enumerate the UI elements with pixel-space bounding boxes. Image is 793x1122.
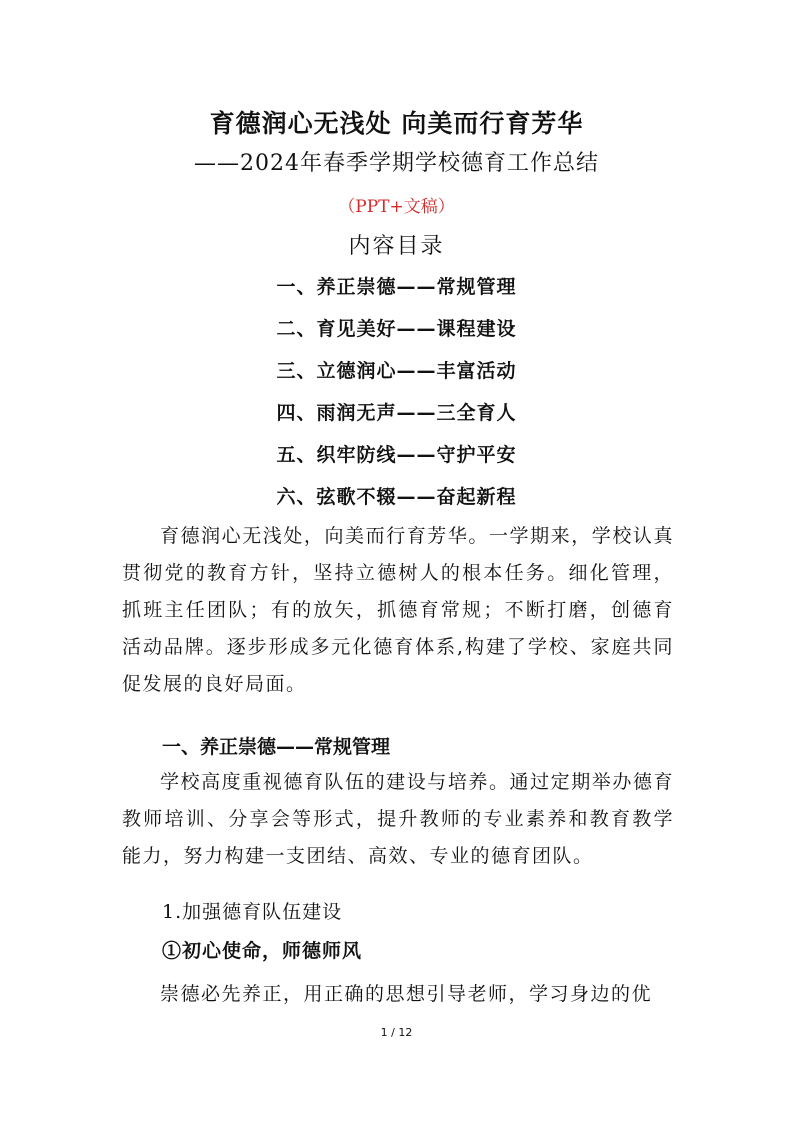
toc-item: 六、弦歌不辍——奋起新程 [276, 486, 517, 508]
page-number: 1 / 12 [380, 1026, 413, 1039]
section-1-heading: 一、养正崇德——常规管理 [162, 736, 391, 758]
toc-item: 一、养正崇德——常规管理 [276, 276, 517, 298]
body-paragraph: 崇德必先养正，用正确的思想引导老师，学习身边的优 [160, 983, 653, 1005]
section-1-paragraph: 学校高度重视德育队伍的建设与培养。通过定期举办德育教师培训、分享会等形式，提升教师的专业素养和教育教学能力，努力构建一支团结、高效、专业的德育团队。 [122, 771, 674, 867]
format-tag: （PPT+文稿） [338, 197, 455, 217]
document-subtitle: ——2024年春季学期学校德育工作总结 [194, 151, 599, 176]
toc-heading: 内容目录 [348, 234, 445, 259]
toc-item: 四、雨润无声——三全育人 [276, 402, 517, 424]
document-title: 育德润心无浅处 向美而行育芳华 [209, 109, 584, 138]
intro-paragraph: 育德润心无浅处，向美而行育芳华。一学期来，学校认真贯彻党的教育方针，坚持立德树人的根本任务。细化管理，抓班主任团队；有的放矢，抓德育常规；不断打磨，创德育活动品牌。逐步形成多元化德育体系,构建了学校、家庭共同促发展的良好局面。 [122, 525, 674, 695]
sub-item-heading: ①初心使命，师德师风 [162, 940, 363, 962]
subsection-heading: 1.加强德育队伍建设 [162, 901, 343, 923]
toc-item: 二、育见美好——课程建设 [276, 318, 517, 340]
toc-item: 三、立德润心——丰富活动 [276, 360, 517, 382]
toc-item: 五、织牢防线——守护平安 [276, 444, 517, 466]
